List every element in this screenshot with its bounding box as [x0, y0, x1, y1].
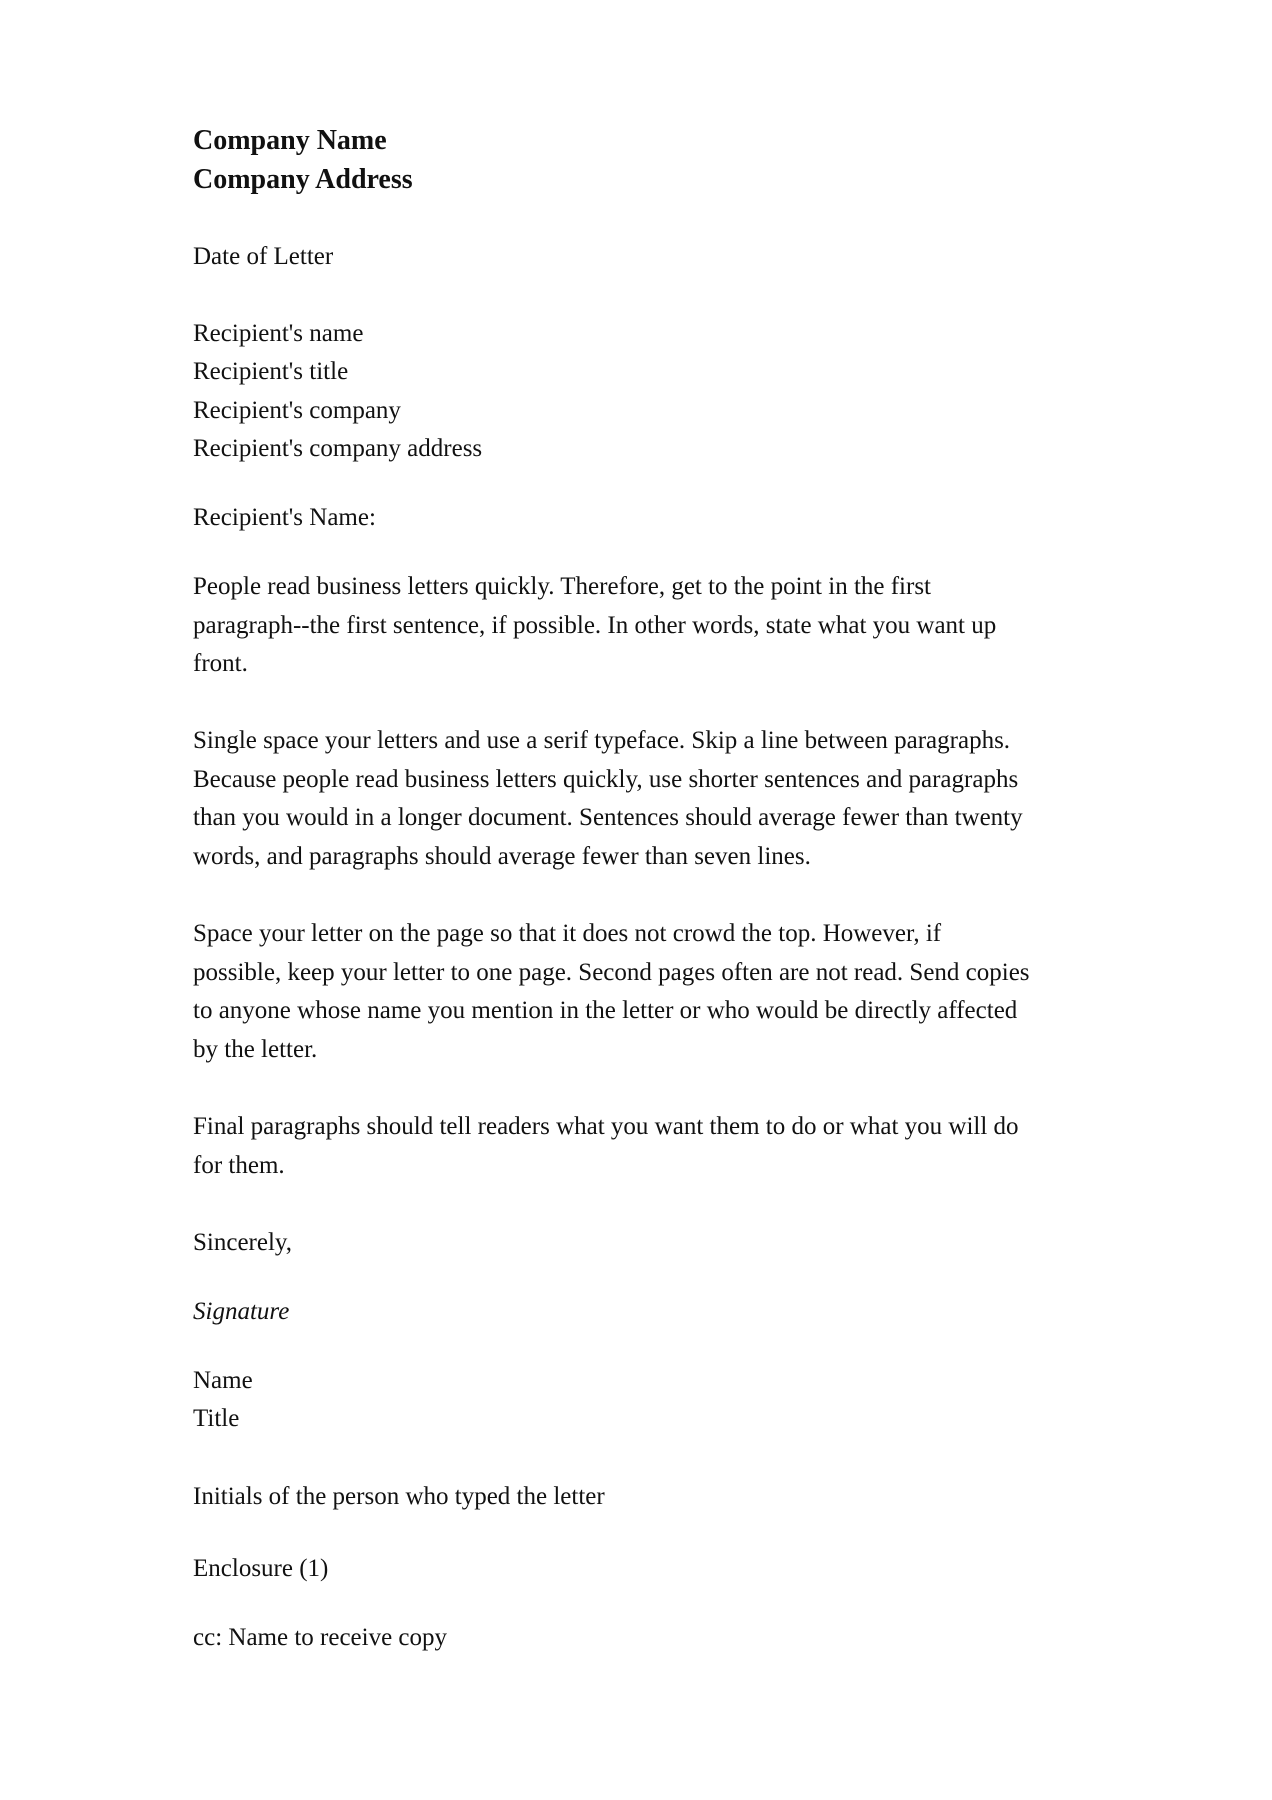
letter-date: Date of Letter [193, 243, 334, 270]
company-name: Company Name [193, 125, 387, 156]
body-paragraph-2 [193, 722, 1023, 876]
paragraph-line: paragraph--the first sentence, if possible. In other words, state what you want up [193, 611, 997, 639]
paragraph-line: for them. [193, 1151, 285, 1179]
paragraph-line: by the letter. [193, 1035, 318, 1063]
body-paragraph-4 [193, 1108, 1019, 1185]
typist-initials: Initials of the person who typed the letter [193, 1483, 605, 1510]
paragraph-line: Because people read business letters quickly, use shorter sentences and paragraphs [193, 765, 1019, 793]
paragraph-line: than you would in a longer document. Sentences should average fewer than twenty [193, 804, 1023, 831]
recipient-name: Recipient's name [193, 320, 364, 347]
body-paragraph-1 [193, 568, 996, 684]
body-paragraph-3 [193, 915, 1030, 1069]
paragraph-line: to anyone whose name you mention in the letter or who would be directly affected [193, 997, 1018, 1024]
closing: Sincerely, [193, 1229, 293, 1256]
enclosure: Enclosure (1) [193, 1555, 329, 1582]
company-address: Company Address [193, 164, 413, 195]
sender-title: Title [193, 1405, 240, 1432]
recipient-title: Recipient's title [193, 358, 349, 385]
recipient-company: Recipient's company [193, 397, 401, 424]
recipient-address: Recipient's company address [193, 435, 483, 462]
paragraph-line: Single space your letters and use a serif typeface. Skip a line between paragraphs. [193, 727, 1011, 754]
paragraph-line: People read business letters quickly. Therefore, get to the point in the first [193, 573, 932, 600]
cc-line: cc: Name to receive copy [193, 1624, 448, 1651]
paragraph-line: possible, keep your letter to one page. Second pages often are not read. Send copies [193, 958, 1030, 986]
salutation: Recipient's Name: [193, 504, 376, 531]
paragraph-line: front. [193, 650, 248, 677]
signature: Signature [193, 1298, 290, 1325]
paragraph-line: Final paragraphs should tell readers what you want them to do or what you will do [193, 1113, 1019, 1140]
paragraph-line: words, and paragraphs should average fewer than seven lines. [193, 842, 811, 870]
paragraph-line: Space your letter on the page so that it does not crowd the top. However, if [193, 920, 942, 947]
sender-name: Name [193, 1367, 253, 1394]
